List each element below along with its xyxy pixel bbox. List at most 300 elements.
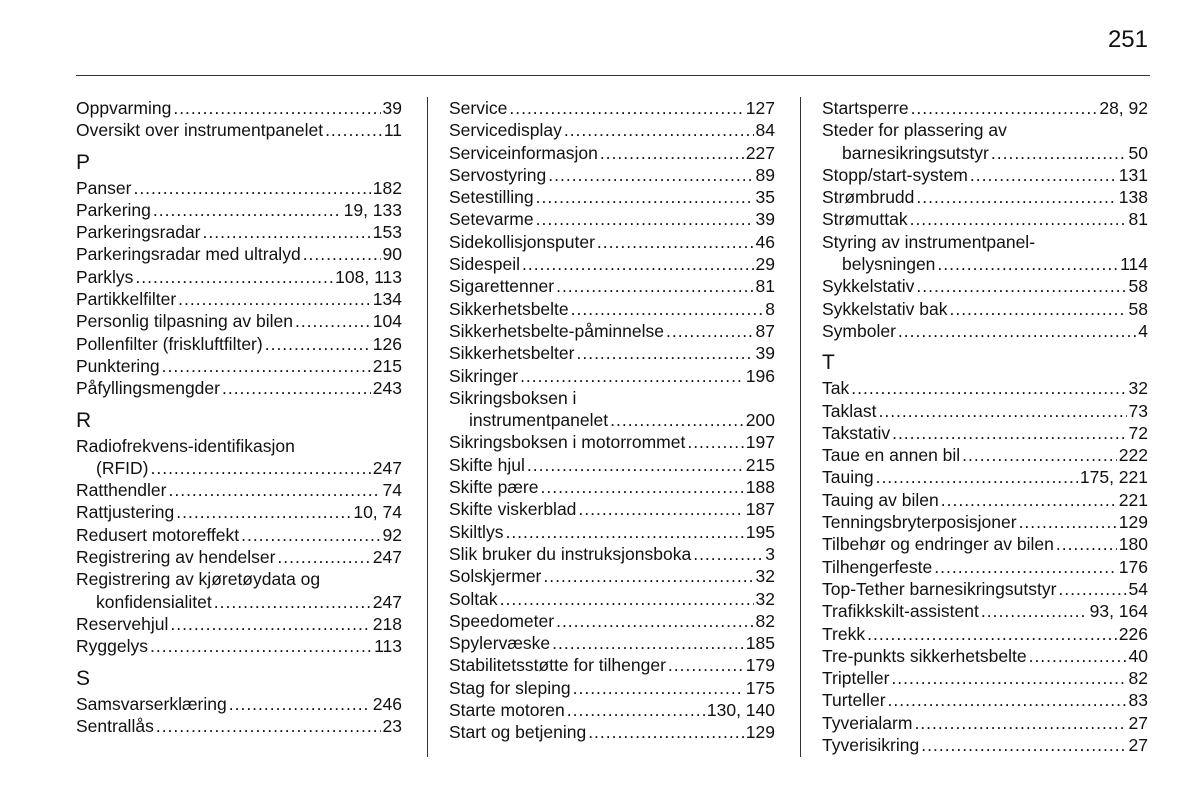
dot-leader [1056,533,1117,555]
index-entry [449,164,775,186]
index-entry [449,298,775,320]
index-entry [449,253,775,275]
dot-leader [509,97,743,119]
dot-leader [898,320,1136,342]
page-reference: 222 [1118,445,1148,466]
dot-leader [295,310,371,332]
index-entry [76,613,402,635]
index-entry [76,524,402,546]
dot-leader [153,199,342,221]
page-reference: 83 [1128,690,1148,711]
page-reference: 28, 92 [1099,98,1148,118]
page-reference: 175, 221 [1079,467,1148,488]
index-term: Serviceinformasjon [449,142,598,163]
page-reference: 247 [372,547,402,568]
index-entry [822,119,1148,141]
index-term: Tilbehør og endringer av bilen [822,534,1054,555]
index-term: Top-Tether barnesikringsutstyr [822,578,1057,599]
dot-leader [876,466,1078,488]
page-reference: 218 [372,613,402,634]
index-entry [76,355,402,377]
page-reference: 195 [745,521,775,542]
dot-leader [867,623,1117,645]
page-reference: 72 [1128,422,1148,443]
index-entry [76,501,402,523]
index-entry [76,693,402,715]
index-entry [449,387,775,409]
page-reference: 153 [372,222,402,243]
index-term: Servostyring [449,164,547,185]
index-term: Start og betjening [449,722,587,743]
index-term: Parkering [76,199,151,220]
dot-leader [578,498,743,520]
dot-leader [168,479,380,501]
index-entry [822,600,1148,622]
index-term: Tilhengerfeste [822,556,933,577]
index-entry [449,721,775,743]
index-term: Service [449,98,508,118]
index-entry [76,568,402,590]
index-term: Sikkerhetsbelte [449,298,569,319]
index-term: Stag for sleping [449,677,571,698]
index-section-letter: P [76,150,91,174]
page-reference: 187 [745,499,775,520]
index-term: Sikkerhetsbelter [449,343,575,364]
page-reference: 200 [745,410,775,431]
index-term: Parklys [76,266,134,287]
index-term: Styring av instrumentpanel- [822,231,1036,252]
index-term: Sykkelstativ bak [822,298,948,319]
page-reference: 39 [382,98,402,118]
dot-leader [214,591,371,613]
dot-leader [500,588,754,610]
dot-leader [668,654,744,676]
index-column-3 [822,97,1148,756]
index-term: Trafikkskilt-assistent [822,601,979,622]
page-reference: 182 [372,177,402,198]
index-entry [76,266,402,288]
dot-leader [325,119,382,141]
dot-leader [888,689,1127,711]
page-reference: 35 [755,187,775,208]
index-entry [822,253,1148,275]
index-entry [449,476,775,498]
page-reference: 40 [1128,645,1148,666]
index-entry [822,712,1148,734]
index-term: Ratthendler [76,480,167,501]
index-entry [449,231,775,253]
dot-leader [588,721,744,743]
index-term: Radiofrekvens-identifikasjon [76,435,295,456]
index-entry [449,409,775,431]
index-term: Parkeringsradar [76,222,201,243]
dot-leader [878,400,1126,422]
index-term: Sidekollisjonsputer [449,231,595,252]
dot-leader [150,635,372,657]
page-reference: 29 [755,254,775,275]
index-term: Skifte viskerblad [449,499,577,520]
index-entry [449,186,775,208]
index-entry [76,97,402,119]
index-term: Taue en annen bil [822,445,961,466]
page-reference: 197 [745,432,775,453]
page-reference: 104 [372,311,402,332]
index-entry [822,511,1148,533]
index-entry [822,400,1148,422]
page-reference: 92 [382,524,402,545]
dot-leader [610,409,744,431]
index-entry [822,208,1148,230]
page-reference: 81 [755,276,775,297]
index-entry [822,422,1148,444]
dot-leader [178,288,371,310]
index-term: Trekk [822,623,866,644]
index-entry [449,119,775,141]
dot-leader [981,600,1088,622]
dot-leader [505,521,743,543]
dot-leader [693,543,763,565]
index-entry [822,533,1148,555]
dot-leader [1058,578,1126,600]
index-entry [822,186,1148,208]
dot-leader [150,457,370,479]
dot-leader [687,431,743,453]
index-entry [449,677,775,699]
index-entry [449,498,775,520]
page-reference: 54 [1128,578,1148,599]
dot-leader [170,613,370,635]
dot-leader [522,253,754,275]
index-term: Skifte hjul [449,454,525,475]
page-reference: 179 [745,655,775,676]
index-term: Tauing [822,467,874,488]
index-entry [449,365,775,387]
page-reference: 8 [765,298,775,319]
page-number: 251 [1107,26,1148,53]
index-term: Sikkerhetsbelte-påminnelse [449,320,664,341]
page-reference: 82 [1128,668,1148,689]
index-entry [76,119,402,141]
index-term: Taklast [822,400,877,421]
page-reference: 185 [745,633,775,654]
dot-leader [241,524,380,546]
dot-leader [277,546,370,568]
index-entry [449,431,775,453]
dot-leader [135,266,333,288]
dot-leader [910,208,1127,230]
page-reference: 180 [1118,534,1148,555]
index-term: Tre-punkts sikkerhetsbelte [822,645,1027,666]
index-term: Skiltlys [449,521,504,542]
index-entry [76,479,402,501]
dot-leader [176,501,351,523]
page-reference: 58 [1128,276,1148,297]
page-reference: 126 [372,333,402,354]
page-reference: 27 [1128,735,1148,756]
index-entry [822,466,1148,488]
page-reference: 227 [745,142,775,163]
index-entry [822,377,1148,399]
index-term: Symboler [822,320,896,341]
index-term: Startsperre [822,98,909,118]
index-column-2 [449,97,775,744]
index-entry [449,699,775,721]
page-reference: 176 [1118,556,1148,577]
index-term: Partikkelfilter [76,289,177,310]
dot-leader [527,454,744,476]
dot-leader [548,164,753,186]
page-reference: 74 [382,480,402,501]
index-term: Sigarettenner [449,276,555,297]
index-term: Spylervæske [449,633,551,654]
page-reference: 87 [755,320,775,341]
index-entry [76,243,402,265]
index-term: Stabilitetsstøtte for tilhenger [449,655,666,676]
dot-leader [962,444,1117,466]
index-entry [449,610,775,632]
dot-leader [916,275,1126,297]
page-reference: 39 [755,343,775,364]
index-term: Sikringer [449,365,519,386]
dot-leader [556,275,753,297]
page-reference: 39 [755,209,775,230]
page-reference: 215 [372,355,402,376]
index-entry [76,635,402,657]
index-entry [76,221,402,243]
dot-leader [156,715,381,737]
index-term: Slik bruker du instruksjonsboka [449,543,692,564]
index-entry [449,320,775,342]
page-reference: 131 [1118,164,1148,185]
index-entry [449,632,775,654]
dot-leader [520,365,744,387]
index-entry [449,275,775,297]
dot-leader [576,342,753,364]
index-entry [76,715,402,737]
index-entry [76,199,402,221]
page-reference: 4 [1138,320,1148,341]
index-entry [76,546,402,568]
dot-leader [892,422,1126,444]
page-reference: 84 [755,120,775,141]
page-reference: 89 [755,164,775,185]
index-entry [449,588,775,610]
index-entry [822,164,1148,186]
index-term: instrumentpanelet [469,410,609,431]
index-entry [822,320,1148,342]
index-section-letter: T [822,351,835,375]
dot-leader [941,489,1117,511]
dot-leader [921,734,1126,756]
dot-leader [222,377,371,399]
page-reference: 32 [1128,378,1148,399]
dot-leader [229,693,371,715]
index-term: Strømuttak [822,209,908,230]
index-entry [76,591,402,613]
page-reference: 23 [382,715,402,736]
page-reference: 10, 74 [353,502,402,523]
index-term: Servicedisplay [449,120,562,141]
index-entry [76,333,402,355]
index-term: Registrering av hendelser [76,547,276,568]
index-term: Sykkelstativ [822,276,915,297]
index-term: Setevarme [449,209,534,230]
index-entry [449,208,775,230]
index-entry [449,142,775,164]
dot-leader [666,320,754,342]
page-reference: 215 [745,454,775,475]
page-reference: 243 [372,378,402,399]
dot-leader [265,333,371,355]
dot-leader [162,355,371,377]
dot-leader [600,142,744,164]
dot-leader [552,632,744,654]
page-reference: 113 [374,636,402,657]
index-entry [822,275,1148,297]
page-reference: 221 [1118,489,1148,510]
index-term: (RFID) [96,457,149,478]
index-term: Turteller [822,690,886,711]
dot-leader [911,97,1098,119]
dot-leader [173,97,380,119]
dot-leader [303,243,381,265]
index-term: Punktering [76,355,160,376]
page-reference: 19, 133 [343,199,402,220]
index-entry [822,734,1148,756]
index-entry [822,645,1148,667]
page-reference: 81 [1128,209,1148,230]
index-term: Strømbrudd [822,187,915,208]
index-term: Tauing av bilen [822,489,939,510]
index-column-1 [76,97,402,737]
index-entry [822,444,1148,466]
dot-leader [916,186,1116,208]
index-term: Pollenfilter (friskluftfilter) [76,333,263,354]
index-term: Rattjustering [76,502,175,523]
index-term: Sikringsboksen i motorrommet [449,432,686,453]
index-entry [449,565,775,587]
page-reference: 90 [382,244,402,265]
index-term: Tyverisikring [822,735,920,756]
index-entry [76,377,402,399]
index-entry [449,454,775,476]
index-section-letter: S [76,666,91,690]
index-term: Reservehjul [76,613,169,634]
index-term: Sentrallås [76,715,154,736]
index-term: Skifte pære [449,477,539,498]
page-reference: 188 [745,477,775,498]
page-reference: 27 [1128,712,1148,733]
index-entry [822,623,1148,645]
index-term: Oversikt over instrumentpanelet [76,120,324,141]
index-entry [822,97,1148,119]
page-reference: 226 [1118,623,1148,644]
index-term: Takstativ [822,422,891,443]
page-reference: 130, 140 [706,700,775,721]
page-reference: 247 [372,457,402,478]
index-entry [76,177,402,199]
dot-leader [133,177,370,199]
dot-leader [937,253,1118,275]
index-term: Tak [822,378,850,399]
dot-leader [934,556,1117,578]
index-entry [822,556,1148,578]
dot-leader [914,712,1126,734]
index-term: Oppvarming [76,98,172,118]
dot-leader [543,565,753,587]
dot-leader [536,208,754,230]
page-reference: 127 [745,98,775,118]
page-reference: 129 [1118,512,1148,533]
dot-leader [891,667,1126,689]
index-term: Starte motoren [449,700,565,721]
index-term: Stopp/start-system [822,164,968,185]
column-divider [800,97,801,757]
index-entry [449,97,775,119]
dot-leader [571,298,764,320]
dot-leader [597,231,754,253]
index-term: Registrering av kjøretøydata og [76,569,321,590]
dot-leader [536,186,754,208]
dot-leader [851,377,1126,399]
index-entry [822,578,1148,600]
index-term: Ryggelys [76,636,148,657]
page-reference: 175 [745,677,775,698]
index-term: Personlig tilpasning av bilen [76,311,293,332]
index-entry [76,435,402,457]
page-reference: 246 [372,693,402,714]
index-term: Setestilling [449,187,534,208]
index-term: Sidespeil [449,254,521,275]
dot-leader [556,610,753,632]
page-reference: 129 [745,722,775,743]
page-reference: 134 [372,289,402,310]
index-term: Sikringsboksen i [449,387,577,408]
dot-leader [567,699,705,721]
page-reference: 73 [1128,400,1148,421]
index-entry [822,142,1148,164]
index-term: Påfyllingsmengder [76,378,220,399]
page-reference: 114 [1120,254,1148,275]
index-entry [449,543,775,565]
index-entry [822,298,1148,320]
page-reference: 32 [755,566,775,587]
page-reference: 196 [745,365,775,386]
index-entry [76,288,402,310]
index-term: Solskjermer [449,566,542,587]
page-reference: 82 [755,610,775,631]
index-entry [76,457,402,479]
page-reference: 50 [1128,142,1148,163]
dot-leader [203,221,371,243]
index-term: konfidensialitet [96,591,212,612]
dot-leader [540,476,743,498]
index-term: Speedometer [449,610,555,631]
index-term: Steder for plassering av [822,120,1007,141]
page-reference: 32 [755,588,775,609]
index-term: Soltak [449,588,498,609]
dot-leader [1029,645,1127,667]
index-entry [822,667,1148,689]
index-entry [822,689,1148,711]
index-term: Samsvarserklæring [76,693,227,714]
page-reference: 3 [765,543,775,564]
index-entry [76,310,402,332]
index-term: Tripteller [822,668,890,689]
page-reference: 11 [383,120,402,141]
header-rule [76,75,1150,76]
dot-leader [970,164,1117,186]
